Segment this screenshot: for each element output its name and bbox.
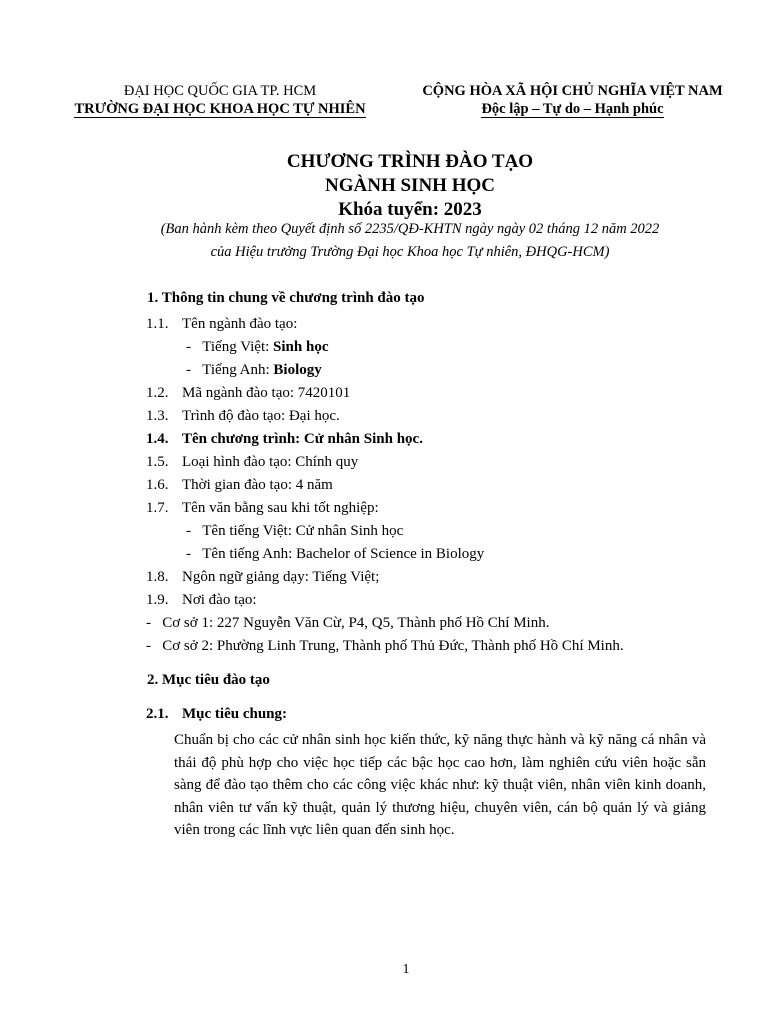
item-1-4 [146,428,423,451]
item-1-2 [146,382,350,405]
item-number: 1.4. [146,431,169,447]
item-1-6 [146,474,333,497]
degree-en-line: - Tên tiếng Anh: Bachelor of Science in Biology [186,546,485,562]
item-1-1 [146,313,297,336]
name-vi-value: Sinh học [273,339,329,355]
general-objective-paragraph: Chuẩn bị cho các cử nhân sinh học kiến thức, kỹ năng thực hành và kỹ năng cá nhân và thái độ phù hợp cho việc học tiếp các bậc học cao hơn, làm nghiên cứu viên hoặc sẵn sàng để đào tạo thêm cho các công việc khác như: kỹ thuật viên, nhân viên kinh doanh, nhân viên tư vấn kỹ thuật, quản lý thương hiệu, chuyên viên, cán bộ quản lý và giảng viên trong các lĩnh vực liên quan đến sinh học. [174,732,706,839]
item-text: Trình độ đào tạo: Đại học. [182,408,340,424]
subsection-2-1 [146,703,287,726]
major-title: NGÀNH SINH HỌC [325,175,495,196]
item-text: Loại hình đào tạo: Chính quy [182,454,359,470]
item-text: Tên ngành đào tạo: [182,316,298,332]
item-text: Tên chương trình: Cử nhân Sinh học. [182,431,423,447]
item-text: Ngôn ngữ giảng dạy: Tiếng Việt; [182,569,380,585]
item-text: Mã ngành đào tạo: 7420101 [182,385,351,401]
title-block [0,150,768,222]
decision-note [0,218,768,264]
name-vi-label: Tiếng Việt: [202,339,274,355]
decision-note-line2: của Hiệu trưởng Trường Đại học Khoa học Tự nhiên, ĐHQG-HCM) [210,244,610,260]
name-en-label: Tiếng Anh: [202,362,274,378]
motto: Độc lập – Tự do – Hạnh phúc [481,101,664,117]
header-right [400,82,745,118]
item-text: Nơi đào tạo: [182,592,257,608]
header-left [60,82,380,118]
campus1: Cơ sở 1: 227 Nguyễn Văn Cừ, P4, Q5, Thành phố Hồ Chí Minh. [162,615,550,631]
item-number: 1.8. [146,569,169,585]
item-1-9 [146,589,257,612]
item-number: 1.1. [146,316,169,332]
item-number: 1.9. [146,592,169,608]
campus1-line: - Cơ sở 1: 227 Nguyễn Văn Cừ, P4, Q5, Thành phố Hồ Chí Minh. [146,615,550,631]
item-number: 1.5. [146,454,169,470]
campus2-line: - Cơ sở 2: Phường Linh Trung, Thành phố Thủ Đức, Thành phố Hồ Chí Minh. [146,638,624,654]
subsection-number: 2.1. [146,706,169,722]
item-number: 1.3. [146,408,169,424]
subsection-heading: Mục tiêu chung: [182,706,287,722]
name-en-line: - Tiếng Anh: Biology [186,362,322,378]
item-number: 1.6. [146,477,169,493]
decision-note-line1: (Ban hành kèm theo Quyết định số 2235/QĐ-KHTN ngày ngày 02 tháng 12 năm 2022 [160,221,660,237]
degree-vi: Tên tiếng Việt: Cử nhân Sinh học [202,523,404,539]
name-vi-line: - Tiếng Việt: Sinh học [186,339,329,355]
page-number: 1 [402,962,410,977]
country-name: CỘNG HÒA XÃ HỘI CHỦ NGHĨA VIỆT NAM [422,83,723,99]
item-1-8 [146,566,379,589]
cohort-title: Khóa tuyển: 2023 [338,199,482,220]
item-1-7 [146,497,379,520]
section1-heading: 1. Thông tin chung về chương trình đào tạo [147,290,425,306]
program-title: CHƯƠNG TRÌNH ĐÀO TẠO [286,151,534,172]
name-en-value: Biology [273,362,322,378]
university-name: ĐẠI HỌC QUỐC GIA TP. HCM [123,83,317,99]
school-name: TRƯỜNG ĐẠI HỌC KHOA HỌC TỰ NHIÊN [74,101,366,117]
item-text: Thời gian đào tạo: 4 năm [182,477,333,493]
item-text: Tên văn bằng sau khi tốt nghiệp: [182,500,379,516]
item-number: 1.2. [146,385,169,401]
item-1-5 [146,451,358,474]
degree-en: Tên tiếng Anh: Bachelor of Science in Biology [202,546,485,562]
campus2: Cơ sở 2: Phường Linh Trung, Thành phố Thủ Đức, Thành phố Hồ Chí Minh. [162,638,624,654]
item-1-3 [146,405,340,428]
item-number: 1.7. [146,500,169,516]
section2-heading: 2. Mục tiêu đào tạo [147,672,270,688]
degree-vi-line: - Tên tiếng Việt: Cử nhân Sinh học [186,523,404,539]
